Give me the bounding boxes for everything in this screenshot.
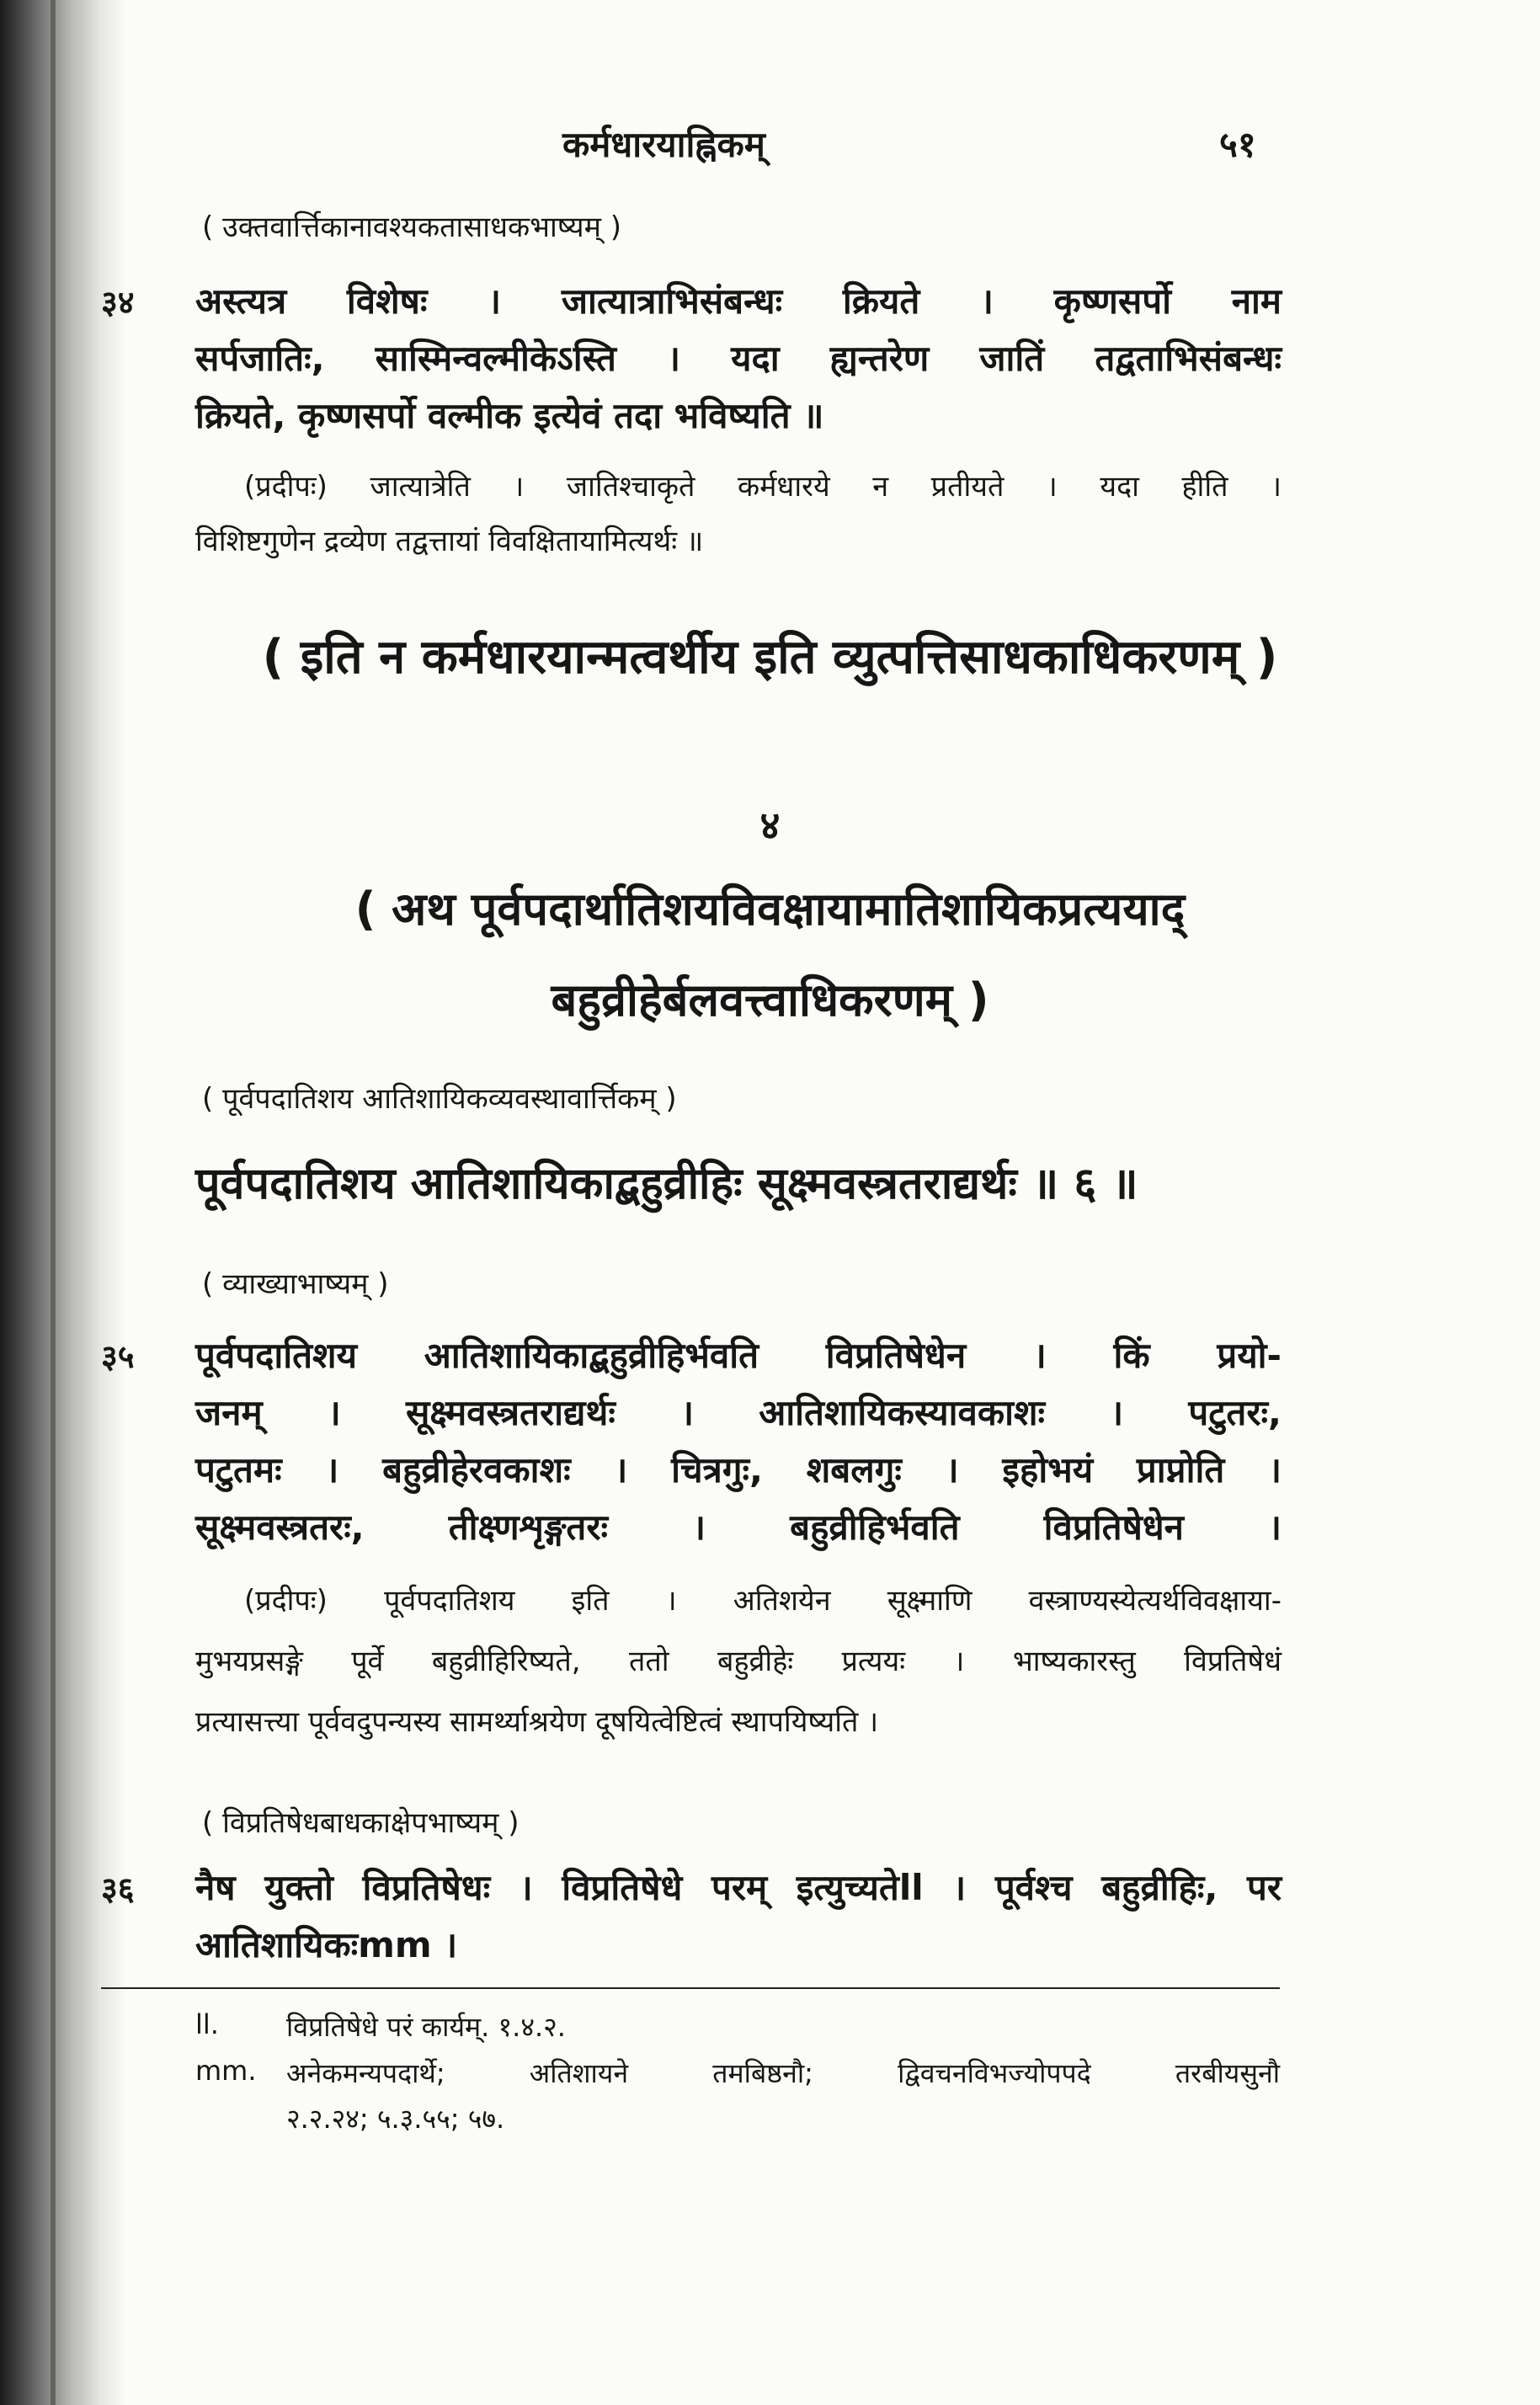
bhashya-line: पूर्वपदातिशय आतिशायिकाद्बहुव्रीहिर्भवति विप्रतिषेधेन । किं प्रयो- — [195, 1335, 1282, 1376]
footnote-text: २.२.२४; ५.३.५५; ५७. — [286, 2103, 505, 2135]
bhashya-line: सर्पजातिः, सास्मिन्वल्मीकेऽस्ति । यदा ह्यन्तरेण जातिं तद्वताभिसंबन्धः — [195, 338, 1282, 379]
pradipa-line: प्रत्यासत्त्या पूर्ववदुपन्यस्य सामर्थ्याश्रयेण दूषयित्वेष्टित्वं स्थापयिष्यति । — [195, 1705, 879, 1739]
paragraph-number: ३४ — [101, 284, 135, 321]
section-heading: ( व्याख्याभाष्यम् ) — [202, 1267, 389, 1301]
page-header-title: कर्मधारयाह्निकम् — [562, 124, 765, 165]
bhashya-line: नैष युक्तो विप्रतिषेधः । विप्रतिषेधे परम् इत्युच्यतेll । पूर्वश्च बहुव्रीहिः, पर — [195, 1867, 1282, 1908]
section-heading: ( पूर्वपदातिशय आतिशायिकव्यवस्थावार्त्तिकम् ) — [202, 1082, 677, 1116]
section-heading: ( विप्रतिषेधबाधकाक्षेपभाष्यम् ) — [202, 1806, 520, 1840]
bhashya-line: अस्त्यत्र विशेषः । जात्यात्राभिसंबन्धः क्रियते । कृष्णसर्पो नाम — [195, 280, 1282, 322]
pradipa-line: (प्रदीपः) जात्यात्रेति । जातिश्चाकृते कर्मधारये न प्रतीयते । यदा हीति । — [244, 470, 1282, 504]
bhashya-line: क्रियते, कृष्णसर्पो वल्मीक इत्येवं तदा भविष्यति ॥ — [195, 395, 824, 436]
section-heading: ( उक्तवार्त्तिकानावश्यकतासाधकभाष्यम् ) — [202, 211, 621, 244]
paragraph-number: ३६ — [101, 1870, 135, 1907]
paragraph-number: ३५ — [101, 1338, 135, 1375]
book-spine-shadow — [0, 0, 126, 2405]
bhashya-line: पटुतमः । बहुव्रीहेरवकाशः । चित्रगुः, शबलगुः । इहोभयं प्राप्नोति । — [195, 1449, 1282, 1490]
footnote-text: विप्रतिषेधे परं कार्यम्. १.४.२. — [286, 2011, 566, 2043]
bhashya-line: जनम् । सूक्ष्मवस्त्रतराद्यर्थः । आतिशायिकस्यावकाशः । पटुतरः, — [195, 1392, 1282, 1433]
bhashya-line: सूक्ष्मवस्त्रतरः, तीक्ष्णशृङ्गतरः । बहुव्रीहिर्भवति विप्रतिषेधेन । — [195, 1506, 1282, 1548]
adhikarana-title-line: ( अथ पूर्वपदार्थातिशयविवक्षायामातिशायिकप्रत्ययाद् — [354, 883, 1186, 936]
closing-title: ( इति न कर्मधारयान्मत्वर्थीय इति व्युत्पत्तिसाधकाधिकरणम् ) — [262, 630, 1278, 685]
footnote-label: ll. — [195, 2008, 219, 2040]
footnote-rule — [101, 1987, 1280, 1989]
pradipa-line: (प्रदीपः) पूर्वपदातिशय इति । अतिशयेन सूक्ष्माणि वस्त्राण्यस्येत्यर्थविवक्षाया- — [244, 1584, 1282, 1618]
pradipa-line: विशिष्टगुणेन द्रव्येण तद्वत्तायां विवक्षितायामित्यर्थः ॥ — [195, 525, 704, 558]
footnote-label: mm. — [195, 2055, 257, 2087]
page-number: ५१ — [1219, 124, 1256, 165]
pradipa-line: मुभयप्रसङ्गे पूर्वे बहुव्रीहिरिष्यते, ततो बहुव्रीहेः प्रत्ययः । भाष्यकारस्तु विप्रतिषेधं — [195, 1645, 1282, 1678]
binding-streak — [51, 0, 56, 2405]
varttika: पूर्वपदातिशय आतिशायिकाद्बहुव्रीहिः सूक्ष्मवस्त्रतराद्यर्थः ॥ ६ ॥ — [195, 1159, 1138, 1209]
footnote-text: अनेकमन्यपदार्थे; अतिशायने तमबिष्ठनौ; द्विवचनविभज्योपपदे तरबीयसुनौ — [286, 2057, 1280, 2089]
adhikarana-title-line: बहुव्रीहेर्बलवत्त्वाधिकरणम् ) — [551, 973, 989, 1027]
bhashya-line: आतिशायिकःmm । — [195, 1924, 458, 1965]
adhikarana-number: ४ — [759, 803, 781, 848]
